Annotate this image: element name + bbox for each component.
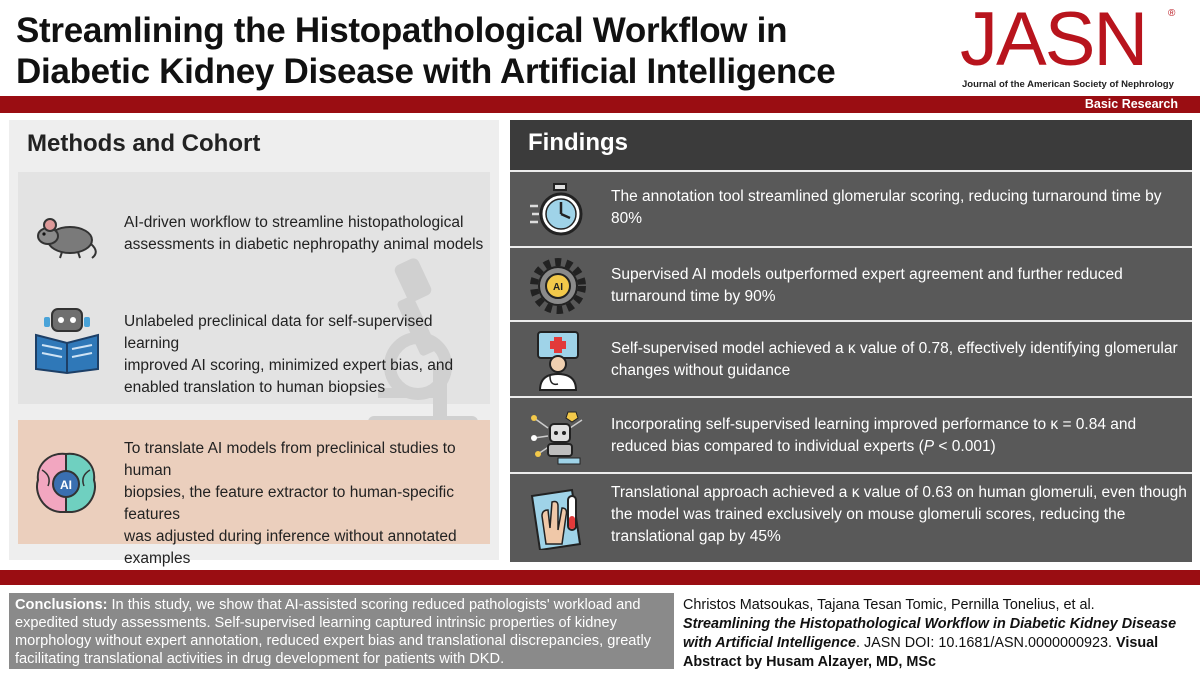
- methods-box: [18, 172, 490, 404]
- finding-2-line-2: turnaround time by 90%: [611, 288, 776, 305]
- citation-title: Streamlining the Histopathological Workflow in Diabetic Kidney Disease with Artificial Intelligence: [683, 616, 1177, 651]
- mouse-icon: [34, 212, 100, 260]
- title-line-2: Diabetic Kidney Disease with Artificial Intelligence: [16, 52, 836, 91]
- finding-4-line-2-end: < 0.001): [934, 438, 996, 455]
- finding-3-text: [611, 338, 1178, 382]
- citation-body: [683, 615, 1193, 672]
- page-title: [16, 10, 916, 92]
- finding-3-line-1: Self-supervised model achieved a κ value of 0.78, effectively identifying glomerular: [611, 340, 1178, 357]
- header-divider-bar: [0, 96, 1200, 113]
- methods-item-2-line-1: Unlabeled preclinical data for self-supervised learning: [124, 313, 433, 352]
- finding-5-line-3: translational gap by 45%: [611, 528, 781, 545]
- finding-1-line-2: 80%: [611, 210, 643, 227]
- finding-1-text: [611, 186, 1162, 230]
- finding-5-line-2: the model was trained exclusively on mouse glomeruli scores, reducing the: [611, 506, 1126, 523]
- finding-4-text: [611, 414, 1136, 458]
- journal-name: Journal of the American Society of Nephrology: [962, 79, 1174, 90]
- methods-item-1-line-1: AI-driven workflow to streamline histopathological: [124, 214, 464, 231]
- finding-1-line-1: The annotation tool streamlined glomerular scoring, reducing turnaround time by: [611, 188, 1162, 205]
- finding-row-4: [510, 396, 1192, 472]
- ai-brain-icon: [30, 448, 102, 520]
- ai-gear-icon: [528, 256, 588, 316]
- finding-5-text: [611, 482, 1187, 548]
- finding-4-line-1: Incorporating self-supervised learning improved performance to κ = 0.84 and: [611, 416, 1137, 433]
- methods-item-3-line-1: To translate AI models from preclinical studies to human: [124, 440, 456, 479]
- methods-heading: Methods and Cohort: [27, 130, 261, 157]
- conclusions-box: [9, 593, 674, 669]
- hand-test-tube-icon: [528, 488, 588, 550]
- footer-divider-bar: [0, 570, 1200, 585]
- svg-text:AI: AI: [553, 282, 563, 293]
- citation-journal-doi: . JASN DOI: 10.1681/ASN.0000000923.: [855, 635, 1116, 651]
- finding-3-line-2: changes without guidance: [611, 362, 791, 379]
- doctor-monitor-icon: [528, 330, 588, 392]
- methods-item-3-text: [124, 438, 490, 570]
- robot-reading-book-icon: [32, 305, 102, 375]
- findings-panel: [510, 120, 1192, 562]
- methods-item-1-text: [124, 212, 483, 256]
- stopwatch-icon: [528, 182, 590, 240]
- methods-item-1-line-2: assessments in diabetic nephropathy animal models: [124, 236, 484, 253]
- finding-4-line-2: [611, 436, 1136, 458]
- findings-heading: Findings: [528, 129, 628, 156]
- methods-item-2-text: [124, 311, 490, 399]
- methods-highlight-box: [18, 420, 490, 567]
- methods-panel: [9, 120, 499, 567]
- finding-row-5: [510, 472, 1192, 562]
- citation-block: [683, 596, 1193, 672]
- finding-4-line-2-start: reduced bias compared to individual experts (: [611, 438, 924, 455]
- findings-header: [510, 120, 1192, 170]
- finding-2-text: [611, 264, 1123, 308]
- article-category: Basic Research: [1084, 97, 1178, 111]
- conclusions-text: In this study, we show that AI-assisted scoring reduced pathologists' workload and expedited study assessments. Self-supervised learning captured intrinsic properties of kidney morphology without expert annotation, reduced expert bias and translational discrepancies, greatly facilitating translational activities in drug development for patients with DKD.: [15, 597, 652, 667]
- methods-item-2-line-3: enabled translation to human biopsies: [124, 379, 386, 396]
- finding-5-line-1: Translational approach achieved a κ value of 0.63 on human glomeruli, even though: [611, 484, 1187, 501]
- finding-row-3: [510, 320, 1192, 396]
- robot-network-icon: [528, 408, 590, 466]
- registered-mark: ®: [1168, 8, 1176, 19]
- citation-authors: Christos Matsoukas, Tajana Tesan Tomic, Pernilla Tonelius, et al.: [683, 597, 1095, 613]
- methods-item-3-line-2: biopsies, the feature extractor to human-specific features: [124, 484, 454, 523]
- jasn-logo: JASN: [960, 0, 1147, 82]
- finding-row-2: [510, 246, 1192, 320]
- finding-row-1: [510, 170, 1192, 246]
- methods-item-2-line-2: improved AI scoring, minimized expert bias, and: [124, 357, 454, 374]
- svg-text:AI: AI: [60, 478, 72, 492]
- finding-4-p-symbol: P: [923, 438, 935, 455]
- methods-item-3-line-4: examples: [124, 550, 191, 567]
- methods-item-3-line-3: was adjusted during inference without annotated: [124, 528, 457, 545]
- conclusions-label: Conclusions:: [15, 597, 108, 613]
- title-line-1: Streamlining the Histopathological Workflow in: [16, 11, 788, 50]
- citation-credit: Visual Abstract by Husam Alzayer, MD, MSc: [683, 635, 1159, 670]
- finding-2-line-1: Supervised AI models outperformed expert agreement and further reduced: [611, 266, 1123, 283]
